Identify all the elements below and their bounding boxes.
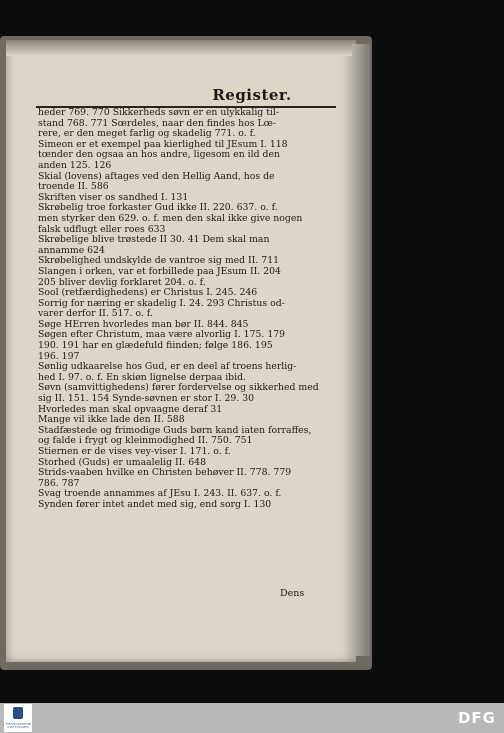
catchword: Dens: [280, 588, 305, 599]
foundation-emblem-icon: [13, 707, 23, 719]
register-line: Skrøbelig troe forkaster Gud ikke II. 220. 637. o. f.: [38, 203, 278, 214]
register-line: Synden fører intet andet med sig, end sorg I. 130: [38, 499, 272, 510]
register-line: Sorrig for næring er skadelig I. 24. 293 Christus od-: [38, 298, 285, 309]
book-board-edge: [352, 44, 370, 656]
register-line: rere, er den meget farlig og skadelig 771. o. f.: [38, 129, 256, 140]
register-line: heder 769. 770 Sikkerheds søvn er en ulykkalig til-: [38, 108, 280, 118]
register-line: og falde i frygt og kleinmodighed II. 750. 751: [38, 436, 253, 447]
logo-caption: FRANCKESCHE STIFTUNGEN: [6, 722, 32, 729]
register-line: Sønlig udkaarelse hos Gud, er en deel af troens herlig-: [38, 362, 297, 373]
register-line: 190. 191 har en glædefuld fiinden; følge 186. 195: [38, 341, 273, 352]
register-line: Strids-vaaben hvilke en Christen behøver II. 778. 779: [38, 468, 292, 479]
page-top-shadow: [6, 40, 356, 56]
page-title: Register.: [212, 86, 292, 104]
dfg-logo[interactable]: DFG: [457, 709, 496, 727]
register-line: Søge HErren hvorledes man bør II. 844. 845: [38, 319, 249, 330]
register-line: Søgen efter Christum, maa være alvorlig I. 175. 179: [38, 330, 286, 341]
viewer-footer: [0, 703, 504, 733]
register-line: hed I. 97. o. f. En skiøn lignelse derpaa ibid.: [38, 372, 247, 383]
register-line: Mange vil ikke lade den II. 588: [38, 415, 185, 426]
register-line: Skriften viser os sandhed I. 131: [38, 192, 189, 203]
register-line: Skrøbelige blive trøstede II 30. 41 Dem skal man: [38, 235, 270, 246]
register-line: annamme 624: [38, 245, 105, 256]
register-entries: [38, 108, 338, 511]
register-line: Slangen i orken, var et forbillede paa JEsum II. 204: [38, 266, 281, 277]
register-line: stand 768. 771 Sœrdeles, naar den findes hos Lœ-: [38, 118, 276, 129]
register-line: Storhed (Guds) er umaalelig II. 648: [38, 457, 207, 468]
francke-foundation-logo[interactable]: [4, 704, 32, 732]
register-line: troende II. 586: [38, 182, 109, 193]
register-line: Søvn (samvittighedens) fører fordervelse og sikkerhed med: [38, 383, 319, 394]
register-line: Stadfæstede og frimodige Guds børn kand iaten forraffes,: [38, 425, 312, 436]
register-line: 786. 787: [38, 478, 80, 489]
register-line: Svag troende annammes af JEsu I. 243. II. 637. o. f.: [38, 489, 282, 500]
register-line: anden 125. 126: [38, 160, 112, 171]
register-line: tœnder den ogsaa an hos andre, ligesom en ild den: [38, 150, 280, 161]
register-line: sig II. 151. 154 Synde-søvnen er stor I. 29. 30: [38, 394, 255, 405]
register-line: Simeon er et exempel paa kierlighed til JEsum I. 118: [38, 139, 288, 150]
register-line: Sool (retfærdighedens) er Christus I. 245. 246: [38, 288, 258, 299]
register-line: Hvorledes man skal opvaagne deraf 31: [38, 404, 223, 415]
register-line: Skrøbelighed undskylde de vantroe sig med II. 711: [38, 256, 280, 267]
register-line: 205 bliver devlig forklaret 204. o. f.: [38, 277, 206, 288]
register-line: falsk udflugt eller roes 633: [38, 224, 166, 235]
register-line: 196. 197: [38, 351, 80, 362]
register-line: Skial (lovens) aftages ved den Hellig Aand, hos de: [38, 171, 275, 182]
register-line: varer derfor II. 517. o. f.: [38, 309, 153, 320]
register-line: men styrker den 629. o. f. men den skal ikke give nogen: [38, 213, 303, 224]
register-line: Stiernen er de vises vey-viser I. 171. o. f.: [38, 447, 231, 457]
